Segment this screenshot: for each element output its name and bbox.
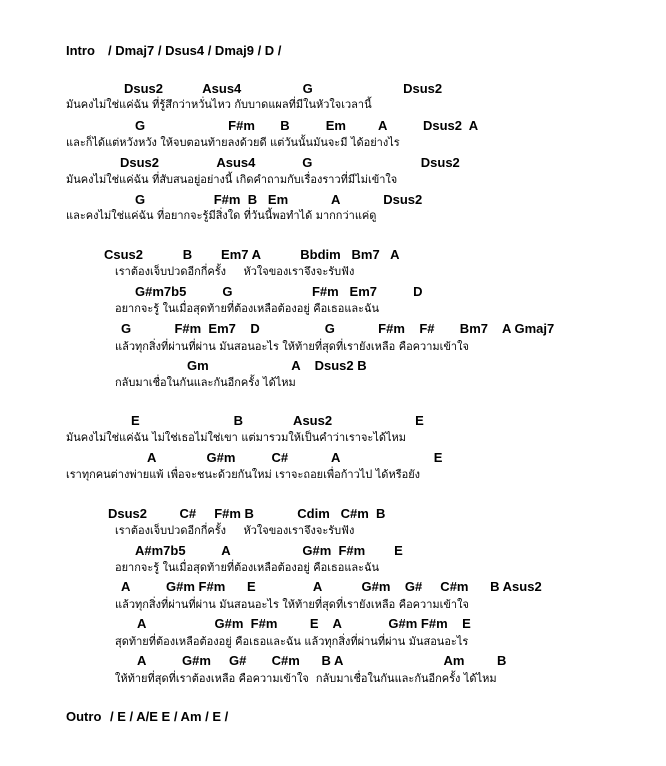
lyric-line: อยากจะรู้ ในเมื่อสุดท้ายที่ต้องเหลือต้องอยู่ คือเธอและฉัน	[115, 561, 380, 574]
chord-line: Dsus2 C# F#m B Cdim C#m B	[108, 506, 386, 521]
lyric-line: มันคงไม่ใช่แค่ฉัน ที่รู้สึกว่าหวั่นไหว กับบาดแผลที่มีในหัวใจเวลานี้	[66, 98, 372, 111]
lyric-line: สุดท้ายที่ต้องเหลือต้องอยู่ คือเธอและฉัน แล้วทุกสิ่งที่ผ่านที่ผ่าน มันสอนอะไร	[115, 635, 469, 648]
outro-chords: / E / A/E E / Am / E /	[110, 709, 229, 724]
lyric-line: อยากจะรู้ ในเมื่อสุดท้ายที่ต้องเหลือต้องอยู่ คือเธอและฉัน	[115, 302, 380, 315]
lyric-line: แล้วทุกสิ่งที่ผ่านที่ผ่าน มันสอนอะไร ให้ท้ายที่สุดที่เรายังเหลือ คือความเข้าใจ	[115, 340, 469, 353]
lyric-line: แล้วทุกสิ่งที่ผ่านที่ผ่าน มันสอนอะไร ให้ท้ายที่สุดที่เรายังเหลือ คือความเข้าใจ	[115, 598, 469, 611]
chord-line: G F#m B Em A Dsus2 A	[135, 118, 479, 133]
chord-line: Csus2 B Em7 A Bbdim Bm7 A	[104, 247, 400, 262]
chord-line: A#m7b5 A G#m F#m E	[135, 543, 403, 558]
intro-label: Intro	[66, 43, 95, 58]
chord-line: A G#m F#m E A G#m F#m E	[137, 616, 471, 631]
intro-chords: / Dmaj7 / Dsus4 / Dmaj9 / D /	[108, 43, 282, 58]
lyric-line: มันคงไม่ใช่แค่ฉัน ไม่ใช่เธอไม่ใช่เขา แต่มารวมให้เป็นคำว่าเราจะได้ไหม	[66, 431, 407, 444]
outro-label: Outro	[66, 709, 102, 724]
chord-line: A G#m G# C#m B A Am B	[137, 653, 507, 668]
lyric-line: เราต้องเจ็บปวดอีกกี่ครั้ง หัวใจของเราจึงจะรับฟัง	[115, 265, 355, 278]
lyric-line: เราต้องเจ็บปวดอีกกี่ครั้ง หัวใจของเราจึงจะรับฟัง	[115, 524, 355, 537]
lyric-line: และก็ได้แต่หวังหวัง ให้จบตอนท้ายลงด้วยดี แต่วันนั้นมันจะมี ได้อย่างไร	[66, 136, 400, 149]
chord-line: Gm A Dsus2 B	[187, 358, 367, 373]
chord-line: A G#m C# A E	[147, 450, 443, 465]
chord-line: G#m7b5 G F#m Em7 D	[135, 284, 423, 299]
chord-line: G F#m Em7 D G F#m F# Bm7 A Gmaj7	[121, 321, 555, 336]
lyric-line: เราทุกคนต่างพ่ายแพ้ เพื่อจะชนะด้วยกันใหม่ เราจะถอยเพื่อก้าวไป ได้หรือยัง	[66, 468, 421, 481]
chord-line: G F#m B Em A Dsus2	[135, 192, 423, 207]
lyric-line: กลับมาเชื่อในกันและกันอีกครั้ง ได้ไหม	[115, 376, 296, 389]
lyric-line: มันคงไม่ใช่แค่ฉัน ที่สับสนอยู่อย่างนี้ เกิดคำถามกับเรื่องราวที่มีไม่เข้าใจ	[66, 173, 398, 186]
lyric-line: ให้ท้ายที่สุดที่เราต้องเหลือ คือความเข้าใจ กลับมาเชื่อในกันและกันอีกครั้ง ได้ไหม	[115, 672, 497, 685]
chord-line: Dsus2 Asus4 G Dsus2	[120, 155, 460, 170]
lyric-line: และคงไม่ใช่แค่ฉัน ที่อยากจะรู้มีสิ่งใด ที่วันนี้พอทำได้ มากกว่าแค่ดู	[66, 209, 377, 222]
chord-line: A G#m F#m E A G#m G# C#m B Asus2	[121, 579, 542, 594]
chord-line: E B Asus2 E	[131, 413, 424, 428]
chord-line: Dsus2 Asus4 G Dsus2	[124, 81, 443, 96]
